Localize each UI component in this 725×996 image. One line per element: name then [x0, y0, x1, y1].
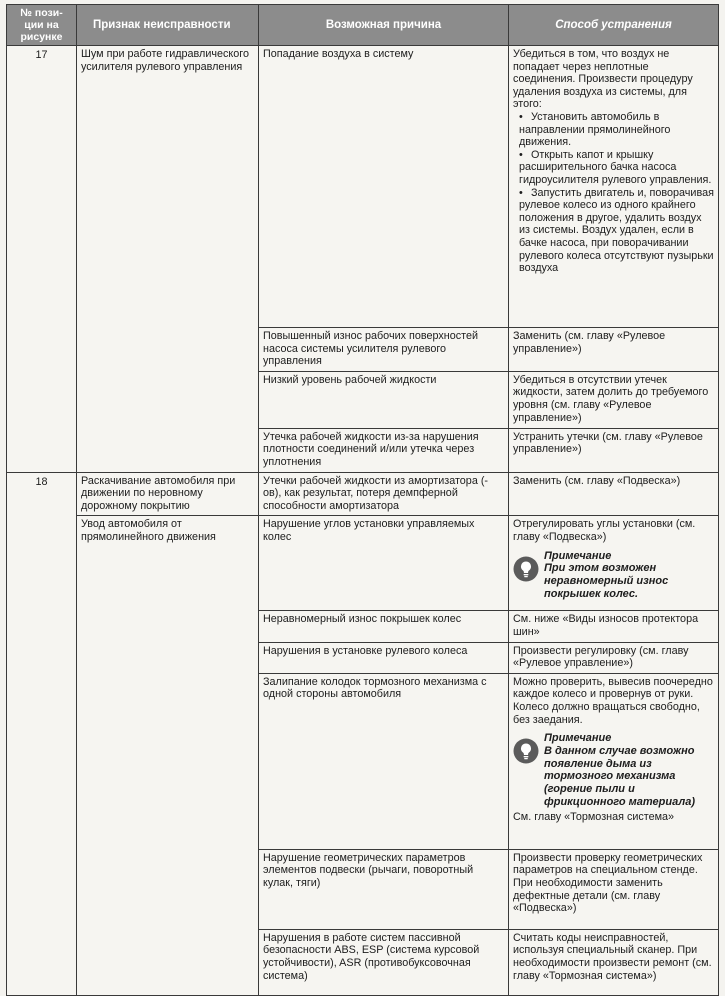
- table-row: [7, 46, 719, 328]
- table-row: [7, 472, 719, 516]
- bullet-dot-icon: •: [519, 148, 523, 161]
- bullet-dot-icon: •: [519, 186, 523, 199]
- cause-cell: Нарушения в установке рулевого колеса: [259, 642, 509, 673]
- remedy-cell: Произвести регулировку (см. главу «Рулевое управление»): [509, 642, 719, 673]
- remedy-cell: [509, 46, 719, 328]
- cause-cell: Нарушение углов установки управляемых колес: [259, 516, 509, 611]
- symptom-cell: Увод автомобиля от прямолинейного движения: [77, 516, 259, 995]
- bullet-dot-icon: •: [519, 110, 523, 123]
- note-text: [544, 550, 714, 601]
- cause-cell: Нарушение геометрических параметров элементов подвески (рычаги, поворотный кулак, тяги): [259, 849, 509, 929]
- remedy-cell: [509, 516, 719, 611]
- remedy-cell: См. ниже «Виды износов протектора шин»: [509, 611, 719, 642]
- bullet-text: Запустить двигатель и, поворачивая рулевое колесо из одного крайнего положения в другое, удалить воздух из системы. Воздух удален, если в бачке насоса, при поворачивании рулевого колеса отсутствуют пузырьки воздуха: [519, 186, 714, 275]
- cause-cell: Утечки рабочей жидкости из амортизатора (-ов), как результат, потеря демпферной способности амортизатора: [259, 472, 509, 516]
- note-title: Примечание: [544, 549, 612, 562]
- remedy-text: Отрегулировать углы установки (см. главу «Подвеска»): [513, 518, 696, 543]
- position-number: 18: [7, 472, 77, 995]
- remedy-cell: Заменить (см. главу «Рулевое управление»): [509, 328, 719, 372]
- note-text: [544, 732, 714, 809]
- cause-cell: Низкий уровень рабочей жидкости: [259, 371, 509, 428]
- remedy-cell: [509, 673, 719, 849]
- lightbulb-icon: [513, 556, 539, 582]
- remedy-bullet: [513, 149, 714, 187]
- remedy-cell: Заменить (см. главу «Подвеска»): [509, 472, 719, 516]
- note-block: [513, 550, 714, 601]
- remedy-cell: Устранить утечки (см. главу «Рулевое управление»): [509, 428, 719, 472]
- note-body: В данном случае возможно появление дыма из тормозного механизма (горение пыли и фрикционного материала): [544, 744, 695, 809]
- cause-cell: Неравномерный износ покрышек колес: [259, 611, 509, 642]
- remedy-cell: Считать коды неисправностей, используя специальный сканер. При необходимости произвести ремонт (см. главу «Тормозная система»): [509, 929, 719, 995]
- bullet-text: Открыть капот и крышку расширительного бачка насоса гидроусилителя рулевого управления.: [519, 148, 712, 186]
- cause-cell: Нарушения в работе систем пассивной безопасности ABS, ESP (система курсовой устойчивости), ASR (противобуксовочная система): [259, 929, 509, 995]
- note-block: [513, 732, 714, 809]
- note-title: Примечание: [544, 732, 612, 745]
- remedy-cell: Убедиться в отсутствии утечек жидкости, затем долить до требуемого уровня (см. главу «Рулевое управление»): [509, 371, 719, 428]
- header-symptom: Признак неисправности: [77, 5, 259, 46]
- remedy-cell: Произвести проверку геометрических параметров на специальном стенде. При необходимости заменить дефектные детали (см. главу «Подвеска»): [509, 849, 719, 929]
- symptom-cell: Раскачивание автомобиля при движении по неровному дорожному покрытию: [77, 472, 259, 516]
- cause-cell: Залипание колодок тормозного механизма с одной стороны автомобиля: [259, 673, 509, 849]
- position-number: 17: [7, 46, 77, 473]
- note-body: При этом возможен неравномерный износ покрышек колес.: [544, 562, 669, 600]
- remedy-reference: См. главу «Тормозная система»: [513, 810, 675, 823]
- header-cause: Возможная причина: [259, 5, 509, 46]
- table-header-row: [7, 5, 719, 46]
- remedy-bullet: [513, 111, 714, 149]
- cause-cell: Повышенный износ рабочих поверхностей насоса системы усилителя рулевого управления: [259, 328, 509, 372]
- fault-table: [6, 4, 719, 996]
- bullet-text: Установить автомобиль в направлении прямолинейного движения.: [519, 110, 671, 149]
- cause-cell: Попадание воздуха в систему: [259, 46, 509, 328]
- remedy-text: Убедиться в том, что воздух не попадает через неплотные соединения. Произвести процедуру удаления воздуха из системы, для этого:: [513, 48, 693, 111]
- cause-cell: Утечка рабочей жидкости из-за нарушения плотности соединений и/или утечка через уплотнения: [259, 428, 509, 472]
- lightbulb-icon: [513, 738, 539, 764]
- table-row: [7, 516, 719, 611]
- remedy-text: Можно проверить, вывесив поочередно каждое колесо и провернув от руки. Колесо должно вращаться свободно, без заедания.: [513, 675, 713, 726]
- header-position-number: № пози-ции на рисунке: [7, 5, 77, 46]
- fault-table-page: [6, 4, 718, 996]
- remedy-bullet: [513, 187, 714, 275]
- symptom-cell: Шум при работе гидравлического усилителя рулевого управления: [77, 46, 259, 473]
- header-remedy: Способ устранения: [509, 5, 719, 46]
